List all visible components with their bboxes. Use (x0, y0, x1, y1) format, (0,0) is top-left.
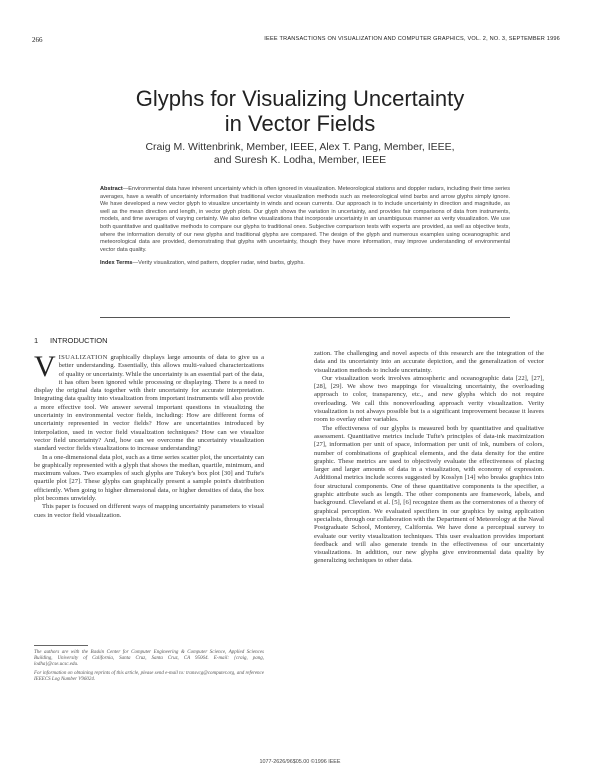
right-paragraph-3: The effectiveness of our glyphs is measured both by quantitative and qualitative assessment. Quantitative metrics include Tufte's principles of data-ink maximization [27], information per unit of space, information per unit of ink, numbers of colors, number of combinations of graphical elements, and the data density for the entire graphic. These metrics are used to objectively evaluate the effectiveness of placing larger and larger amounts of data in a visualization, with economy of expression. Additional metrics include scores suggested by Kosslyn [14] who breaks graphics into four structural components. One of these quantitative components is the specifier, a graphic attribute such as length. The other components are framework, labels, and background. Cleveland et al. [5], [6] recognize them as the cornerstones of a theory of graphical perception. We evaluated specifiers in our graphics by using application specialists, through our collaboration with the Department of Meteorology at the Naval Postgraduate School, Monterey, California. We have done a perceptual survey to evaluate our verity visualization techniques. This user evaluation provides important feedback and will also generate trends in the effectiveness of our uncertainty visualizations. In addition, our new glyphs give environmental data quality by generalizing techniques to other data. (314, 424, 544, 565)
index-terms (100, 260, 510, 268)
footnote-affiliation: The authors are with the Baskin Center for Computer Engineering & Computer Science, Applied Sciences Building, University of California, Santa Cruz, Santa Cruz, CA 95064. E-mail: {craig, pang, lodha}@cse.ucsc.edu. (34, 650, 264, 668)
footnote-reprints: For information on obtaining reprints of this article, please send e-mail to: transvcg@computer.org, and reference IEEECS Log Number V96024. (34, 670, 264, 682)
copyright-line: 1077-2626/96$05.00 ©1996 IEEE (259, 759, 341, 765)
right-paragraph-2: Our visualization work involves atmospheric and oceanographic data [22], [27], [28], [29]. We show two mappings for visualizing uncertainty, the overloading approach to color, transparency, etc., and new glyphs which do not require overloading. We call this nonoverloading approach verity visualization. Verity visualization is not always possible but is a significant improvement because it leaves room to overlay other variables. (314, 374, 544, 424)
footnotes (34, 650, 264, 685)
lead-in: ISUALIZATION (58, 354, 108, 361)
drop-cap: V (34, 350, 56, 383)
title-line-2: in Vector Fields (224, 111, 376, 136)
authors-line-1: Craig M. Wittenbrink, Member, IEEE, Alex T. Pang, Member, IEEE, (145, 141, 455, 153)
title-line-1: Glyphs for Visualizing Uncertainty (135, 86, 465, 111)
right-column (314, 350, 544, 566)
intro-paragraph-3: This paper is focused on different ways of mapping uncertainty parameters to visual cues in vector field visualization. (34, 503, 264, 519)
footnote-divider (34, 645, 88, 646)
abstract-divider (100, 317, 510, 318)
abstract-text: —Environmental data have inherent uncertainty which is often ignored in visualization. Meteorological stations and doppler radars, including their time series averages, have a wealth of uncertainty information that traditional vector visualization methods such as meteorological wind barbs and arrow glyphs simply ignore. We have developed a new vector glyph to visualize uncertainty in winds and ocean currents. Our approach is to include uncertainty in direction and magnitude, as well as the mean direction and length, in vector glyph plots. Our glyph shows the variation in uncertainty, and provides fair comparisons of data from instruments, models, and time averages of varying certainty. We also define visualizations that incorporate uncertainty in an unambiguous manner as verity visualization. We use both quantitative and qualitative methods to compare our glyphs to traditional ones. Subjective comparison tests with experts are provided, as well as objective tests, where the information density of our new glyphs and traditional glyphs are compared. The design of the glyph and numerous examples using oceanographic and meteorological data are provided, demonstrating that glyphs with uncertainty, though they have more information, may improve understanding of environmental vector data quality. (100, 186, 510, 253)
section-title: INTRODUCTION (50, 336, 108, 345)
intro-paragraph-1-text: graphically displays large amounts of data to give us a better understanding. Essentially, this allows multi-valued characterizations of quality or uncertainty. While the uncertainty is an essential part of the data, it has often been ignored while processing or displaying. There is a need to display the original data together with their uncertainty for accurate interpretation. Integrating data quality into visualization from important instruments will also provide a more effective tool. We answer several important questions in visualizing the uncertainty in environmental vector fields, including: How are different forms of uncertainty represented in vector fields? How are uncertainties introduced by interpolation, used in vector field visualization techniques? How can we visualize vector field uncertainty? And, how can we overcome the uncertainty visualization standard vector fields visualizations to increase understanding? (34, 354, 264, 453)
abstract-label: Abstract (100, 186, 123, 192)
page-number: 266 (32, 36, 43, 44)
section-heading (34, 336, 108, 345)
section-number: 1 (34, 336, 39, 345)
abstract (100, 186, 510, 254)
running-head: IEEE TRANSACTIONS ON VISUALIZATION AND COMPUTER GRAPHICS, VOL. 2, NO. 3, SEPTEMBER 1996 (264, 36, 560, 42)
abstract-block (100, 186, 510, 268)
author-list (0, 141, 600, 167)
right-paragraph-1: zation. The challenging and novel aspects of this research are the integration of the data and its uncertainty into an accurate depiction, and the generalization of vector visualization methods to include uncertainty. (314, 350, 544, 374)
left-column (34, 350, 264, 520)
paper-title (0, 86, 600, 136)
index-terms-text: —Verity visualization, wind pattern, doppler radar, wind barbs, glyphs. (132, 260, 305, 267)
intro-paragraph-2: In a one-dimensional data plot, such as a time series scatter plot, the uncertainty can be graphically represented with a glyph that shows the median, quartile, minimum, and maximum values. Two examples of such glyphs are Tukey's box plot [30] and Tufte's quartile plot [27]. These glyphs can graphically present a sample point's distribution efficiently. When going to higher dimensional data, or higher densities of data, the box plot becomes unwieldy. (34, 453, 264, 503)
index-terms-label: Index Terms (100, 260, 133, 267)
authors-line-2: and Suresh K. Lodha, Member, IEEE (213, 154, 387, 166)
intro-paragraph-1 (34, 350, 264, 454)
